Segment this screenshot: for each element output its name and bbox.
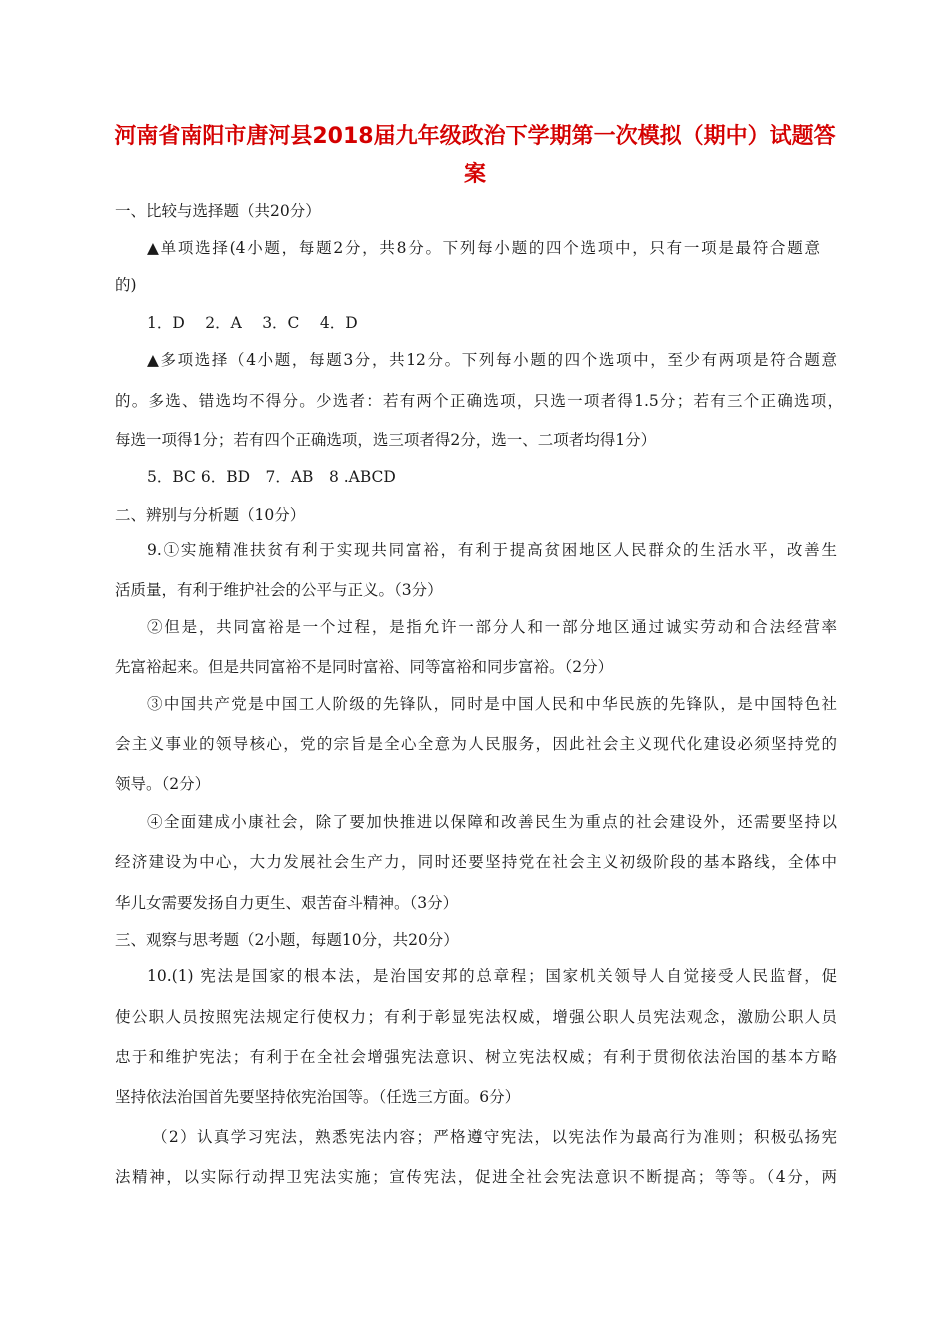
answer-line: 5．BC 6．BD 7．AB 8 .ABCD bbox=[147, 468, 396, 486]
paragraph-line: ②但是，共同富裕是一个过程，是指允许一部分人和一部分地区通过诚实劳动和合法经营率 bbox=[147, 618, 837, 636]
paragraph-line: ▲单项选择(4小题，每题2分，共8分。下列每小题的四个选项中，只有一项是最符合题意 bbox=[147, 239, 820, 257]
section-heading-3: 三、观察与思考题（2小题，每题10分，共20分） bbox=[115, 931, 459, 949]
paragraph-line: 坚持依法治国首先要坚持依宪治国等。（任选三方面。6分） bbox=[115, 1088, 521, 1106]
paragraph-line: ④全面建成小康社会，除了要加快推进以保障和改善民生为重点的社会建设外，还需要坚持以 bbox=[147, 813, 837, 831]
section-heading-1: 一、比较与选择题（共20分） bbox=[115, 202, 321, 220]
paragraph-line: 使公职人员按照宪法规定行使权力；有利于彰显宪法权威，增强公职人员宪法观念，激励公职人员 bbox=[115, 1008, 837, 1026]
paragraph-line: 华儿女需要发扬自力更生、艰苦奋斗精神。（3分） bbox=[115, 894, 459, 912]
answer-line: 1．D 2．A 3．C 4．D bbox=[147, 314, 358, 332]
paragraph-line: 10.(1) 宪法是国家的根本法，是治国安邦的总章程；国家机关领导人自觉接受人民监督，促 bbox=[147, 967, 837, 985]
paragraph-line: 法精神，以实际行动捍卫宪法实施；宣传宪法，促进全社会宪法意识不断提高；等等。（4分，两 bbox=[115, 1168, 837, 1186]
paragraph-line: 每选一项得1分；若有四个正确选项，选三项者得2分，选一、二项者均得1分） bbox=[115, 431, 657, 449]
paragraph-line: 会主义事业的领导核心，党的宗旨是全心全意为人民服务，因此社会主义现代化建设必须坚持党的 bbox=[115, 735, 837, 753]
paragraph-line: ③中国共产党是中国工人阶级的先锋队，同时是中国人民和中华民族的先锋队，是中国特色社 bbox=[147, 695, 837, 713]
paragraph-line: 先富裕起来。但是共同富裕不是同时富裕、同等富裕和同步富裕。（2分） bbox=[115, 658, 614, 676]
paragraph-line: （2）认真学习宪法，熟悉宪法内容；严格遵守宪法，以宪法作为最高行为准则；积极弘扬宪 bbox=[152, 1128, 837, 1146]
document-title-line-2: 案 bbox=[463, 162, 486, 187]
paragraph-line: 经济建设为中心，大力发展社会生产力，同时还要坚持党在社会主义初级阶段的基本路线，全体中 bbox=[115, 853, 837, 871]
document-title-line-1: 河南省南阳市唐河县2018届九年级政治下学期第一次模拟（期中）试题答 bbox=[114, 124, 836, 149]
paragraph-line: 9.①实施精准扶贫有利于实现共同富裕，有利于提高贫困地区人民群众的生活水平，改善生 bbox=[147, 541, 837, 559]
paragraph-line: 忠于和维护宪法；有利于在全社会增强宪法意识、树立宪法权威；有利于贯彻依法治国的基本方略 bbox=[115, 1048, 837, 1066]
paragraph-line: 的) bbox=[115, 276, 137, 294]
paragraph-line: ▲多项选择（4小题，每题3分，共12分。下列每小题的四个选项中，至少有两项是符合题意 bbox=[147, 351, 837, 369]
paragraph-line: 领导。（2分） bbox=[115, 775, 211, 793]
paragraph-line: 的。多选、错选均不得分。少选者：若有两个正确选项，只选一项者得1.5分；若有三个正确选项， bbox=[115, 392, 843, 410]
section-heading-2: 二、辨别与分析题（10分） bbox=[115, 506, 306, 524]
paragraph-line: 活质量，有利于维护社会的公平与正义。（3分） bbox=[115, 581, 443, 599]
